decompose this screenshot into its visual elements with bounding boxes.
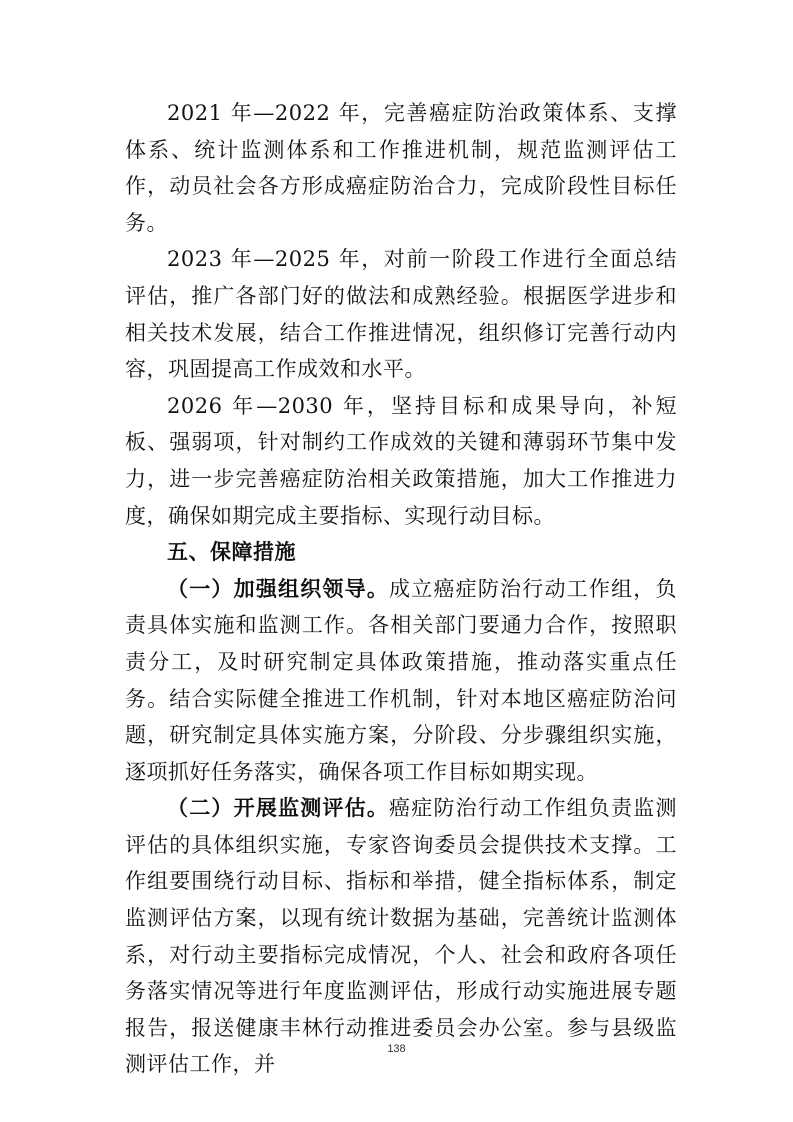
paragraph-body: 癌症防治行动工作组负责监测评估的具体组织实施，专家咨询委员会提供技术支撑。工作组要围绕行动目标、指标和举措，健全指标体系，制定监测评估方案，以现有统计数据为基础，完善统计监测体系，对行动主要指标完成情况，个人、社会和政府各项任务落实情况等进行年度监测评估，形成行动实施进展专题报告，报送健康丰林行动推进委员会办公室。参与县级监测评估工作，并 <box>125 796 678 1077</box>
paragraph-lead: （二）开展监测评估。 <box>167 796 390 821</box>
body-text <box>125 95 677 1083</box>
paragraph-body: 成立癌症防治行动工作组，负责具体实施和监测工作。各相关部门要通力合作，按照职责分工，及时研究制定具体政策措施，推动落实重点任务。结合实际健全推进工作机制，针对本地区癌症防治问题，研究制定具体实施方案，分阶段、分步骤组织实施，逐项抓好任务落实，确保各项工作目标如期实现。 <box>125 576 678 784</box>
paragraph-organization-leadership <box>125 571 677 791</box>
paragraph-2023-2025: 2023 年—2025 年，对前一阶段工作进行全面总结评估，推广各部门好的做法和成熟经验。根据医学进步和相关技术发展，结合工作推进情况，组织修订完善行动内容，巩固提高工作成效和水平。 <box>125 247 677 382</box>
paragraph-lead: （一）加强组织领导。 <box>167 576 390 601</box>
page-number: 138 <box>387 1043 406 1055</box>
section-heading-safeguards: 五、保障措施 <box>167 540 296 565</box>
paragraph-2021-2022: 2021 年—2022 年，完善癌症防治政策体系、支撑体系、统计监测体系和工作推进机制，规范监测评估工作，动员社会各方形成癌症防治合力，完成阶段性目标任务。 <box>125 101 677 235</box>
paragraph-monitoring-evaluation <box>125 790 677 1083</box>
paragraph-2026-2030: 2026 年—2030 年，坚持目标和成果导向，补短板、强弱项，针对制约工作成效的关键和薄弱环节集中发力，进一步完善癌症防治相关政策措施，加大工作推进力度，确保如期完成主要指标、实现行动目标。 <box>125 393 677 528</box>
